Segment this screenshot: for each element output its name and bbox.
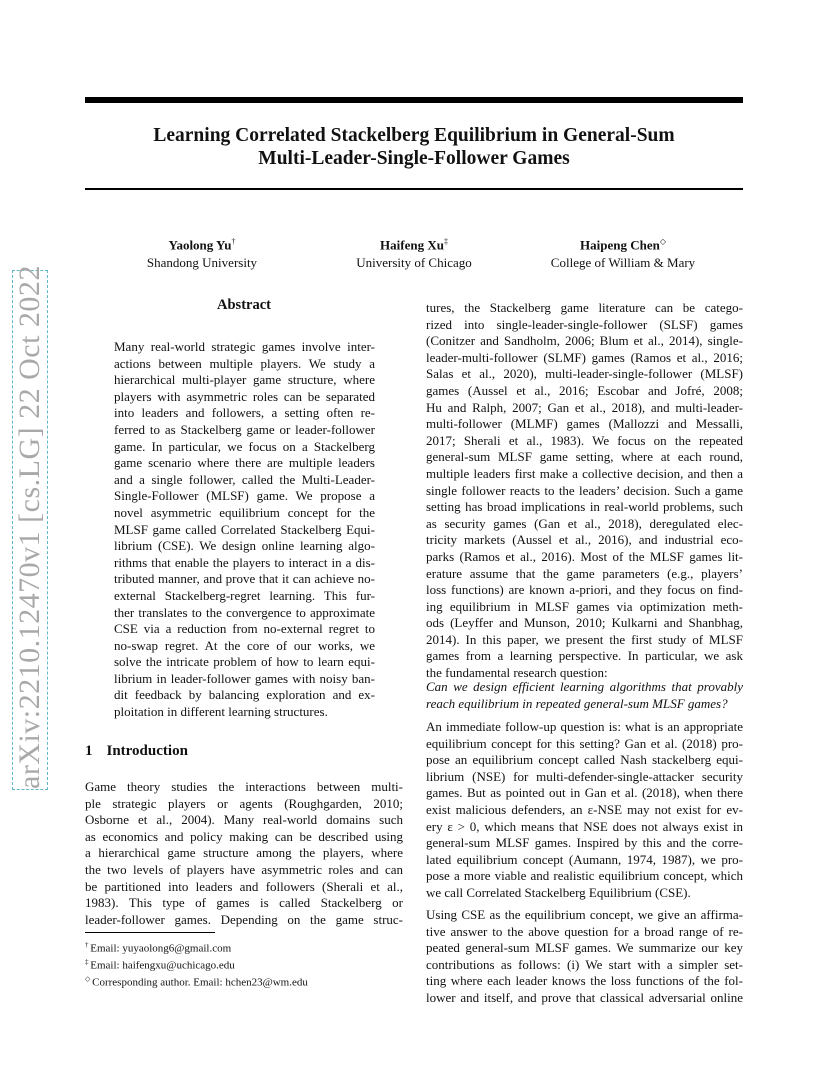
abstract-line: no-swap regret. At the core of our works, we (114, 637, 375, 653)
section-heading-introduction (85, 743, 202, 760)
research-question (426, 679, 743, 712)
author-name: Haipeng Chen (580, 237, 660, 253)
paragraph-line: Salas et al., 2020), multi-leader-single-follower (MLSF) (426, 366, 743, 382)
question-line: Can we design efficient learning algorithms that provably (426, 679, 743, 694)
paragraph-line: peated general-sum MLSF games. We summarize our key (426, 940, 743, 956)
paragraph-line: general-sum MLSF game setting, where at each round, (426, 449, 743, 465)
footnote-text: Corresponding author. Email: hchen23@wm.edu (92, 976, 308, 989)
paragraph-line: An immediate follow-up question is: what is an appropriate (426, 719, 743, 734)
right-column-paragraph-3 (426, 907, 743, 1007)
paragraph-line: ing equilibrium in MLSF games via optimization meth- (426, 598, 743, 614)
paragraph-line: (Conitzer and Sandholm, 2006; Blum et al., 2014), single- (426, 333, 743, 349)
abstract-line: librium (CSE). We design online learning algo- (114, 538, 375, 554)
author-3 (543, 233, 703, 272)
footnote (85, 939, 308, 956)
abstract-line: novel asymmetric equilibrium concept for the (114, 504, 375, 520)
footnote (85, 956, 308, 973)
introduction-line: Game theory studies the interactions between multi- (85, 779, 403, 794)
footnote-text: Email: haifengxu@uchicago.edu (90, 959, 235, 972)
title-line-2: Multi-Leader-Single-Follower Games (258, 148, 570, 169)
paragraph-line: pose an equilibrium concept called Nash stackelberg equi- (426, 752, 743, 768)
abstract-line: into leaders and followers, a setting often re- (114, 405, 375, 421)
introduction-line: the two levels of players have asymmetric roles and can (85, 861, 403, 877)
title-top-rule (85, 97, 743, 103)
title-bottom-rule (85, 188, 743, 190)
abstract-line: MLSF game called Correlated Stackelberg Equi- (114, 521, 375, 537)
author-affiliation: College of William & Mary (550, 255, 696, 271)
introduction-line: be partitioned into leaders and followers (Sherali et al., (85, 878, 403, 894)
footnote-rule (85, 932, 215, 933)
paragraph-line: parks (Ramos et al., 2016). Most of the MLSF games lit- (426, 548, 743, 564)
paragraph-line: equilibrium concept for this setting? Gan et al. (2018) pro- (426, 735, 743, 751)
paragraph-line: Using CSE as the equilibrium concept, we give an affirma- (426, 907, 743, 922)
footnote-mark: ◇ (85, 975, 93, 984)
paragraph-line: general-sum MLSF games. Inspired by this and the corre- (426, 835, 743, 851)
paragraph-line: games from a learning perspective. In particular, we ask (426, 648, 743, 664)
paragraph-line: leader-multi-follower (SLMF) games (Ramos et al., 2016; (426, 349, 743, 365)
abstract-line: game scenario where there are multiple leaders (114, 455, 375, 471)
author-1 (140, 233, 264, 272)
author-mark: ◇ (659, 237, 666, 246)
abstract-line: ther translates to the convergence to approximate (114, 604, 375, 620)
paragraph-line: pose a more viable and realistic equilibrium concept, which (426, 868, 743, 884)
paragraph-line: tures, the Stackelberg game literature can be catego- (426, 300, 743, 315)
introduction-line: 1983). This type of games is called Stackelberg or (85, 895, 403, 911)
paragraph-line: tricity markets (Aussel et al., 2016), and industrial eco- (426, 532, 743, 548)
paragraph-line: multiple leaders first make a collective decision, and then a (426, 465, 743, 481)
paragraph-line: exist malicious defenders, an ε-NSE may not exist for ev- (426, 801, 743, 817)
paragraph-line: setting has broad implications in real-world problems, such (426, 499, 743, 515)
author-name: Haifeng Xu (380, 237, 444, 253)
abstract-line: hierarchical multi-player game structure, where (114, 372, 375, 388)
paragraph-line: games. But as pointed out in Gan et al. (2018), when there (426, 785, 743, 801)
abstract-line: rithms that enable the players to interact in a dis- (114, 554, 375, 570)
paragraph-line: we call Correlated Stackelberg Equilibrium (CSE). (426, 884, 691, 900)
author-affiliation: University of Chicago (356, 255, 472, 271)
paragraph-line: multi-follower (MLMF) games (Mallozzi and Messalli, (426, 416, 743, 432)
footnote (85, 973, 308, 990)
abstract-line: ferred to as Stackelberg game or leader-follower (114, 421, 375, 437)
paragraph-line: lated equilibrium concept (Aumann, 1974, 1987), we pro- (426, 851, 743, 867)
abstract-line: external Stackelberg-regret learning. This fur- (114, 587, 375, 603)
paragraph-line: contributions as follows: (i) We start with a simpler set- (426, 956, 743, 972)
abstract-body (114, 339, 375, 721)
arxiv-identifier-stamp: arXiv:2210.12470v1 [cs.LG] 22 Oct 2022 (13, 265, 46, 789)
paragraph-line: ting where each leader knows the loss functions of the fol- (426, 973, 743, 989)
section-number: 1 (85, 743, 93, 759)
introduction-line: as economics and policy making can be described using (85, 828, 403, 844)
paragraph-line: 2014). In this paper, we present the first study of MLSF (426, 631, 743, 647)
abstract-line: tributed manner, and prove that it can achieve no- (114, 571, 375, 587)
paragraph-line: rized into single-leader-single-follower (SLSF) games (426, 316, 743, 332)
paragraph-line: ery ε > 0, which means that NSE does not always exist in (426, 818, 743, 834)
abstract-line: game. In particular, we focus on a Stackelberg (114, 438, 375, 454)
abstract-line: solve the intricate problem of how to learn equi- (114, 654, 375, 670)
abstract-line: ploitation in different learning structures. (114, 704, 328, 720)
paragraph-line: single follower reacts to the leaders’ decision. Such a game (426, 482, 743, 498)
introduction-body (85, 779, 403, 928)
paper-title (85, 124, 743, 170)
footnote-mark: ‡ (85, 958, 91, 967)
abstract-line: players with asymmetric roles can be separated (114, 388, 375, 404)
introduction-line: a hierarchical game structure among the players, where (85, 845, 403, 861)
author-mark: † (231, 237, 236, 246)
paragraph-line: librium (NSE) for multi-defender-single-attacker security (426, 768, 743, 784)
section-title: Introduction (106, 743, 188, 759)
author-name: Yaolong Yu (168, 237, 232, 253)
paragraph-line: the fundamental research question: (426, 665, 608, 681)
abstract-line: Many real-world strategic games involve inter- (114, 339, 375, 354)
right-column-paragraph-1 (426, 300, 743, 682)
paragraph-line: erature assume that the game parameters (e.g., players’ (426, 565, 743, 581)
paragraph-line: games (Aussel et al., 2016; Escobar and Jofré, 2008; (426, 382, 743, 398)
abstract-line: and a single follower, called the Multi-Leader- (114, 471, 375, 487)
right-column-paragraph-2 (426, 719, 743, 902)
abstract-heading: Abstract (217, 297, 271, 313)
footnote-mark: † (85, 941, 91, 949)
author-2 (349, 233, 479, 272)
introduction-line: Osborne et al., 2004). Many real-world domains such (85, 812, 403, 828)
paragraph-line: as security games (Gan et al., 2018), deregulated elec- (426, 515, 743, 531)
paragraph-line: ods (Leyffer and Munson, 2010; Kulkarni and Shanbhag, (426, 615, 743, 631)
title-line-1: Learning Correlated Stackelberg Equilibrium in General-Sum (153, 125, 675, 146)
abstract-line: CSE via a reduction from no-external regret to (114, 621, 375, 637)
paragraph-line: loss functions) are known a-priori, and they focus on find- (426, 582, 743, 598)
paragraph-line: tive answer to the above question for a broad range of re- (426, 923, 743, 939)
paragraph-line: 2017; Sherali et al., 1983). We focus on the repeated (426, 432, 743, 448)
abstract-line: dit feedback by balancing exploration and ex- (114, 687, 375, 703)
paragraph-line: Hu and Ralph, 2007; Gan et al., 2018), and multi-leader- (426, 399, 743, 415)
abstract-line: librium in leader-follower games with noisy ban- (114, 670, 375, 686)
author-mark: ‡ (443, 237, 448, 246)
footnote-text: Email: yuyaolong6@gmail.com (90, 942, 232, 955)
abstract-line: actions between multiple players. We study a (114, 355, 375, 371)
abstract-line: Single-Follower (MLSF) game. We propose a (114, 488, 375, 504)
footnotes (85, 939, 308, 990)
paragraph-line: lower and itself, and prove that classical adversarial online (426, 989, 743, 1005)
author-affiliation: Shandong University (146, 255, 258, 271)
introduction-line: leader-follower games. Depending on the game struc- (85, 911, 403, 927)
question-line: reach equilibrium in repeated general-sum MLSF games? (426, 695, 728, 711)
introduction-line: ple strategic players or agents (Roughgarden, 2010; (85, 795, 403, 811)
